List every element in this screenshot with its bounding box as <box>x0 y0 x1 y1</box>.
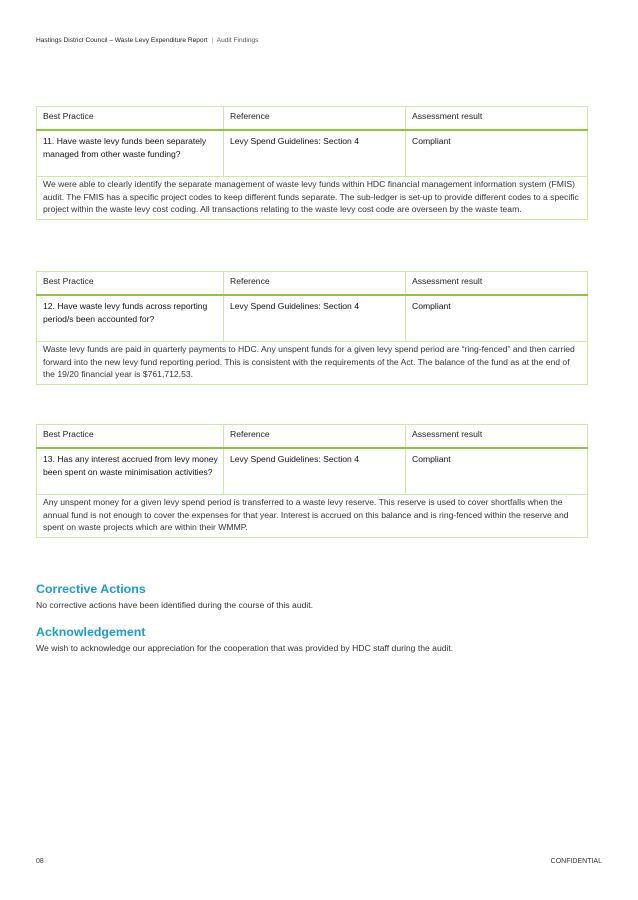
acknowledgement-text: We wish to acknowledge our appreciation for the cooperation that was provided by HDC staff during the audit. <box>36 643 454 653</box>
reference-text: Levy Spend Guidelines: Section 4 <box>224 448 406 495</box>
column-header-reference: Reference <box>224 425 406 449</box>
best-practice-table-12 <box>36 271 588 385</box>
page-number: 08 <box>36 858 44 865</box>
column-header-best-practice: Best Practice <box>37 107 224 131</box>
corrective-actions-text: No corrective actions have been identified during the course of this audit. <box>36 600 314 610</box>
description-row <box>37 177 588 220</box>
column-header-best-practice: Best Practice <box>37 425 224 449</box>
description-row <box>37 495 588 538</box>
table-header-row <box>37 107 588 131</box>
question-row <box>37 295 588 342</box>
report-title: Hastings District Council – Waste Levy Expenditure Report <box>36 37 208 44</box>
description-text: We were able to clearly identify the separate management of waste levy funds within HDC financial management information system (FMIS) audit. The FMIS has a specific project codes to keep different funds separate. The sub-ledger is set-up to provide different codes to a specific project within the waste levy cost coding. All transactions relating to the waste levy cost code are overseen by the waste team. <box>37 177 588 220</box>
section-name: Audit Findings <box>216 37 259 44</box>
question-text: 11. Have waste levy funds been separately managed from other waste funding? <box>37 130 224 177</box>
assessment-result: Compliant <box>406 295 588 342</box>
best-practice-table-13 <box>36 424 588 538</box>
table-header-row <box>37 425 588 449</box>
assessment-result: Compliant <box>406 130 588 177</box>
description-text: Waste levy funds are paid in quarterly payments to HDC. Any unspent funds for a given levy spend period are “ring-fenced” and then carried forward into the new levy fund reporting period. This is consistent with the requirements of the Act. The balance of the fund as at the end of the 19/20 financial year is $761,712.53. <box>37 342 588 385</box>
description-row <box>37 342 588 385</box>
assessment-result: Compliant <box>406 448 588 495</box>
column-header-assessment-result: Assessment result <box>406 107 588 131</box>
reference-text: Levy Spend Guidelines: Section 4 <box>224 295 406 342</box>
question-text: 12. Have waste levy funds across reporting period/s been accounted for? <box>37 295 224 342</box>
header-separator: | <box>211 37 214 44</box>
question-text: 13. Has any interest accrued from levy money been spent on waste minimisation activities? <box>37 448 224 495</box>
table-header-row <box>37 272 588 296</box>
column-header-reference: Reference <box>224 107 406 131</box>
acknowledgement-heading: Acknowledgement <box>36 625 146 639</box>
column-header-best-practice: Best Practice <box>37 272 224 296</box>
question-row <box>37 130 588 177</box>
description-text: Any unspent money for a given levy spend period is transferred to a waste levy reserve. This reserve is used to cover shortfalls when the annual fund is not enough to cover the expenses for that year. Interest is accrued on this balance and is ring-fenced within the reserve and spent on waste projects which are within their WMMP. <box>37 495 588 538</box>
reference-text: Levy Spend Guidelines: Section 4 <box>224 130 406 177</box>
column-header-assessment-result: Assessment result <box>406 272 588 296</box>
best-practice-table-11 <box>36 106 588 220</box>
question-row <box>37 448 588 495</box>
corrective-actions-heading: Corrective Actions <box>36 582 146 596</box>
column-header-reference: Reference <box>224 272 406 296</box>
confidential-label: CONFIDENTIAL <box>550 858 602 865</box>
column-header-assessment-result: Assessment result <box>406 425 588 449</box>
page-header <box>36 37 258 44</box>
